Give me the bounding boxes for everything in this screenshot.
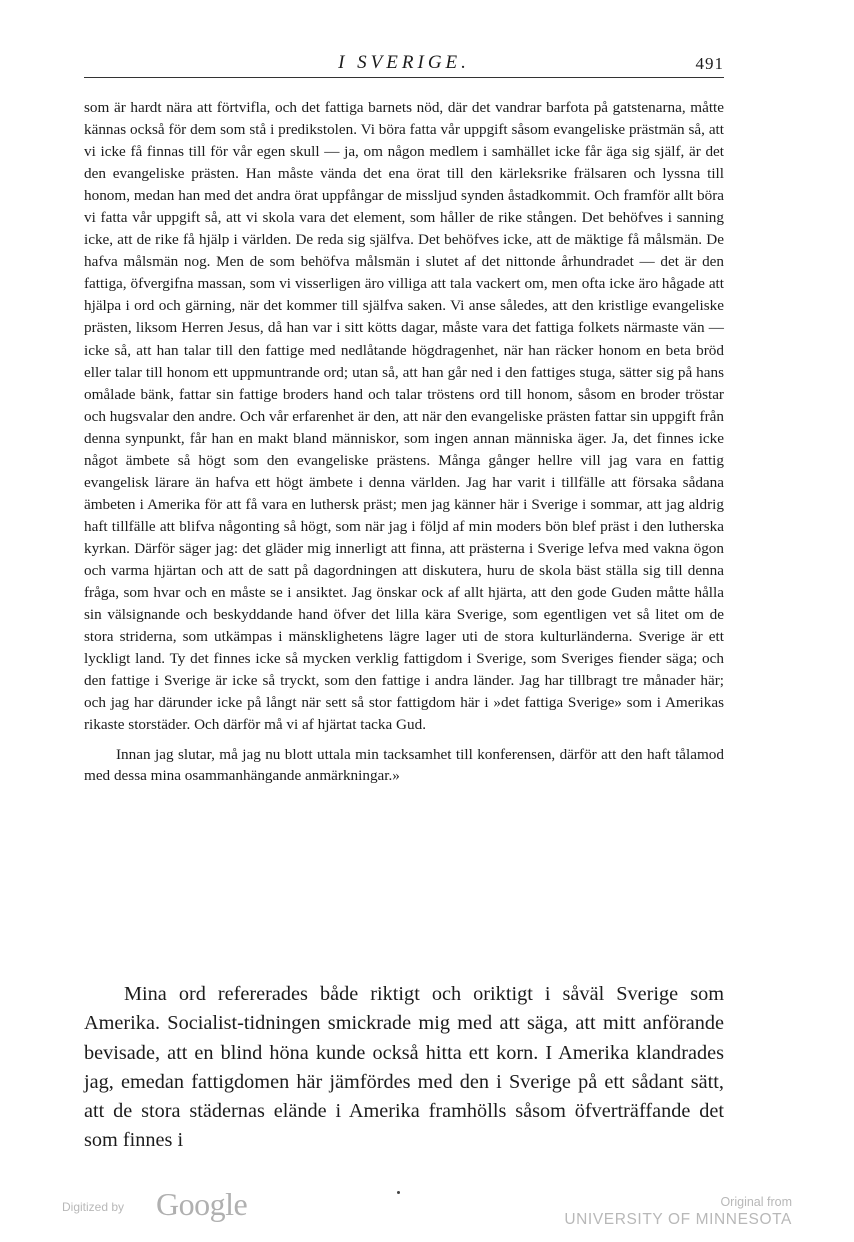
quoted-speech xyxy=(84,97,724,786)
main-text xyxy=(84,980,724,1156)
google-logo: Google xyxy=(156,1186,248,1222)
original-from-label: Original from xyxy=(720,1195,792,1209)
header-rule xyxy=(84,77,724,78)
source-watermark xyxy=(564,1194,792,1230)
digitized-by-label: Digitized by xyxy=(62,1200,125,1214)
institution-label: UNIVERSITY OF MINNESOTA xyxy=(564,1211,792,1228)
quote-closing-paragraph: Innan jag slutar, må jag nu blott uttala min tacksamhet till konferensen, därför att den haft tålamod med dessa mina osammanhängande anmärkningar.» xyxy=(84,746,724,785)
quote-paragraph: som är hardt nära att förtvifla, och det fattiga barnets nöd, där det vandrar barfota på gatstenarna, måtte kännas också för dem som stå i predikstolen. Vi böra fatta vår uppgift såsom evangeliske prästmän så, att vi icke få finnas till för vår egen skull — ja, om någon medlem i samhället icke får äga sig själf, är det den evangeliske prästen. Han måste vända det ena örat till den kärleksrike frälsaren och lyssna till honom, medan han med det andra örat uppfångar de missljud synden åstadkommit. Och framför allt böra vi fatta vår uppgift så, att vi skola vara det element, som håller de rike stången. Det behöfves i sanning icke, att de rike få hjälp i världen. De reda sig själfva. Det behöfves icke, att de mäktige få målsmän. De hafva målsmän nog. Men de som behöfva målsmän i slutet af det nittonde århundradet — det är den fattiga, öfvergifna massan, som vi visserligen äro villiga att tala vackert om, men ofta icke äro hågade att hjälpa i ord och gärning, när det kommer till själfva saken. Vi anse således, att den kristlige evangeliske prästen, liksom Herren Jesus, då han var i sitt kötts dagar, måste vara det fattiga folkets närmaste vän — icke så, att han talar till den fattige med nedlåtande högdragenhet, när han räcker honom en beta bröd eller talar till honom ett uppmuntrande ord; utan så, att han går ned i den fattiges stuga, sätter sig på hans omålade bänk, fattar sin fattige broders hand och talar tröstens ord till honom, såsom en broder tröstar och hugsvalar den andre. Och vår erfarenhet är den, att när den evangeliske prästen fattar sin uppgift från denna synpunkt, får han en makt bland människor, som ingen annan människa äger. Ja, det finnes icke något ämbete så högt som den evangeliske prästens. Många gånger hellre vill jag vara en fattig evangelisk lärare än hafva ett högt ämbete i denna världen. Jag har varit i tillfälle att försaka sådana ämbeten i Amerika för att få vara en luthersk präst; men jag känner här i Sverige i sommar, att jag aldrig haft tillfälle att blifva någonting så högt, som när jag i följd af min moders bön blef präst i den lutherska kyrkan. Därför säger jag: det gläder mig innerligt att finna, att prästerna i Sverige lefva med vakna ögon och varma hjärtan och att de satt på dagordningen att diskutera, huru de skola bäst ställa sig till denna fråga, som hvar och en måste se i ansiktet. Jag önskar ock af allt hjärta, att den gode Guden måtte hålla sin välsignande och beskyddande hand öfver det lilla kära Sverige, som egentligen vet så litet om de stora striderna, som utkämpas i mänsklighetens lägre lager uti de stora kulturländerna. Sverige är ett lyckligt land. Ty det finnes icke så mycken verklig fattigdom i Sverige, som Sveriges fiender säga; och den fattige i Sverige är icke så tryckt, som den fattige i andra länder. Jag har tillbragt tre månader här; och jag har därunder icke på långt när sett så stor fattigdom här i »det fattiga Sverige» som i Amerikas rikaste storstäder. Och därför må vi af hjärtat tacka Gud. xyxy=(84,99,724,734)
scan-speck xyxy=(397,1191,400,1194)
body-paragraph: Mina ord refererades både riktigt och oriktigt i såväl Sverige som Amerika. Socialist-tidningen smickrade mig med att säga, att mitt anförande bevisade, att en blind höna kunde också hitta ett korn. I Amerika klandrades jag, emedan fattigdomen här jämfördes med den i Sverige på ett sådant sätt, att de stora städernas elände i Amerika framhölls såsom öfverträffande det som finnes i xyxy=(84,983,724,1152)
running-title: I SVERIGE. xyxy=(338,52,470,73)
page-number: 491 xyxy=(695,54,724,73)
page-header xyxy=(84,46,724,80)
